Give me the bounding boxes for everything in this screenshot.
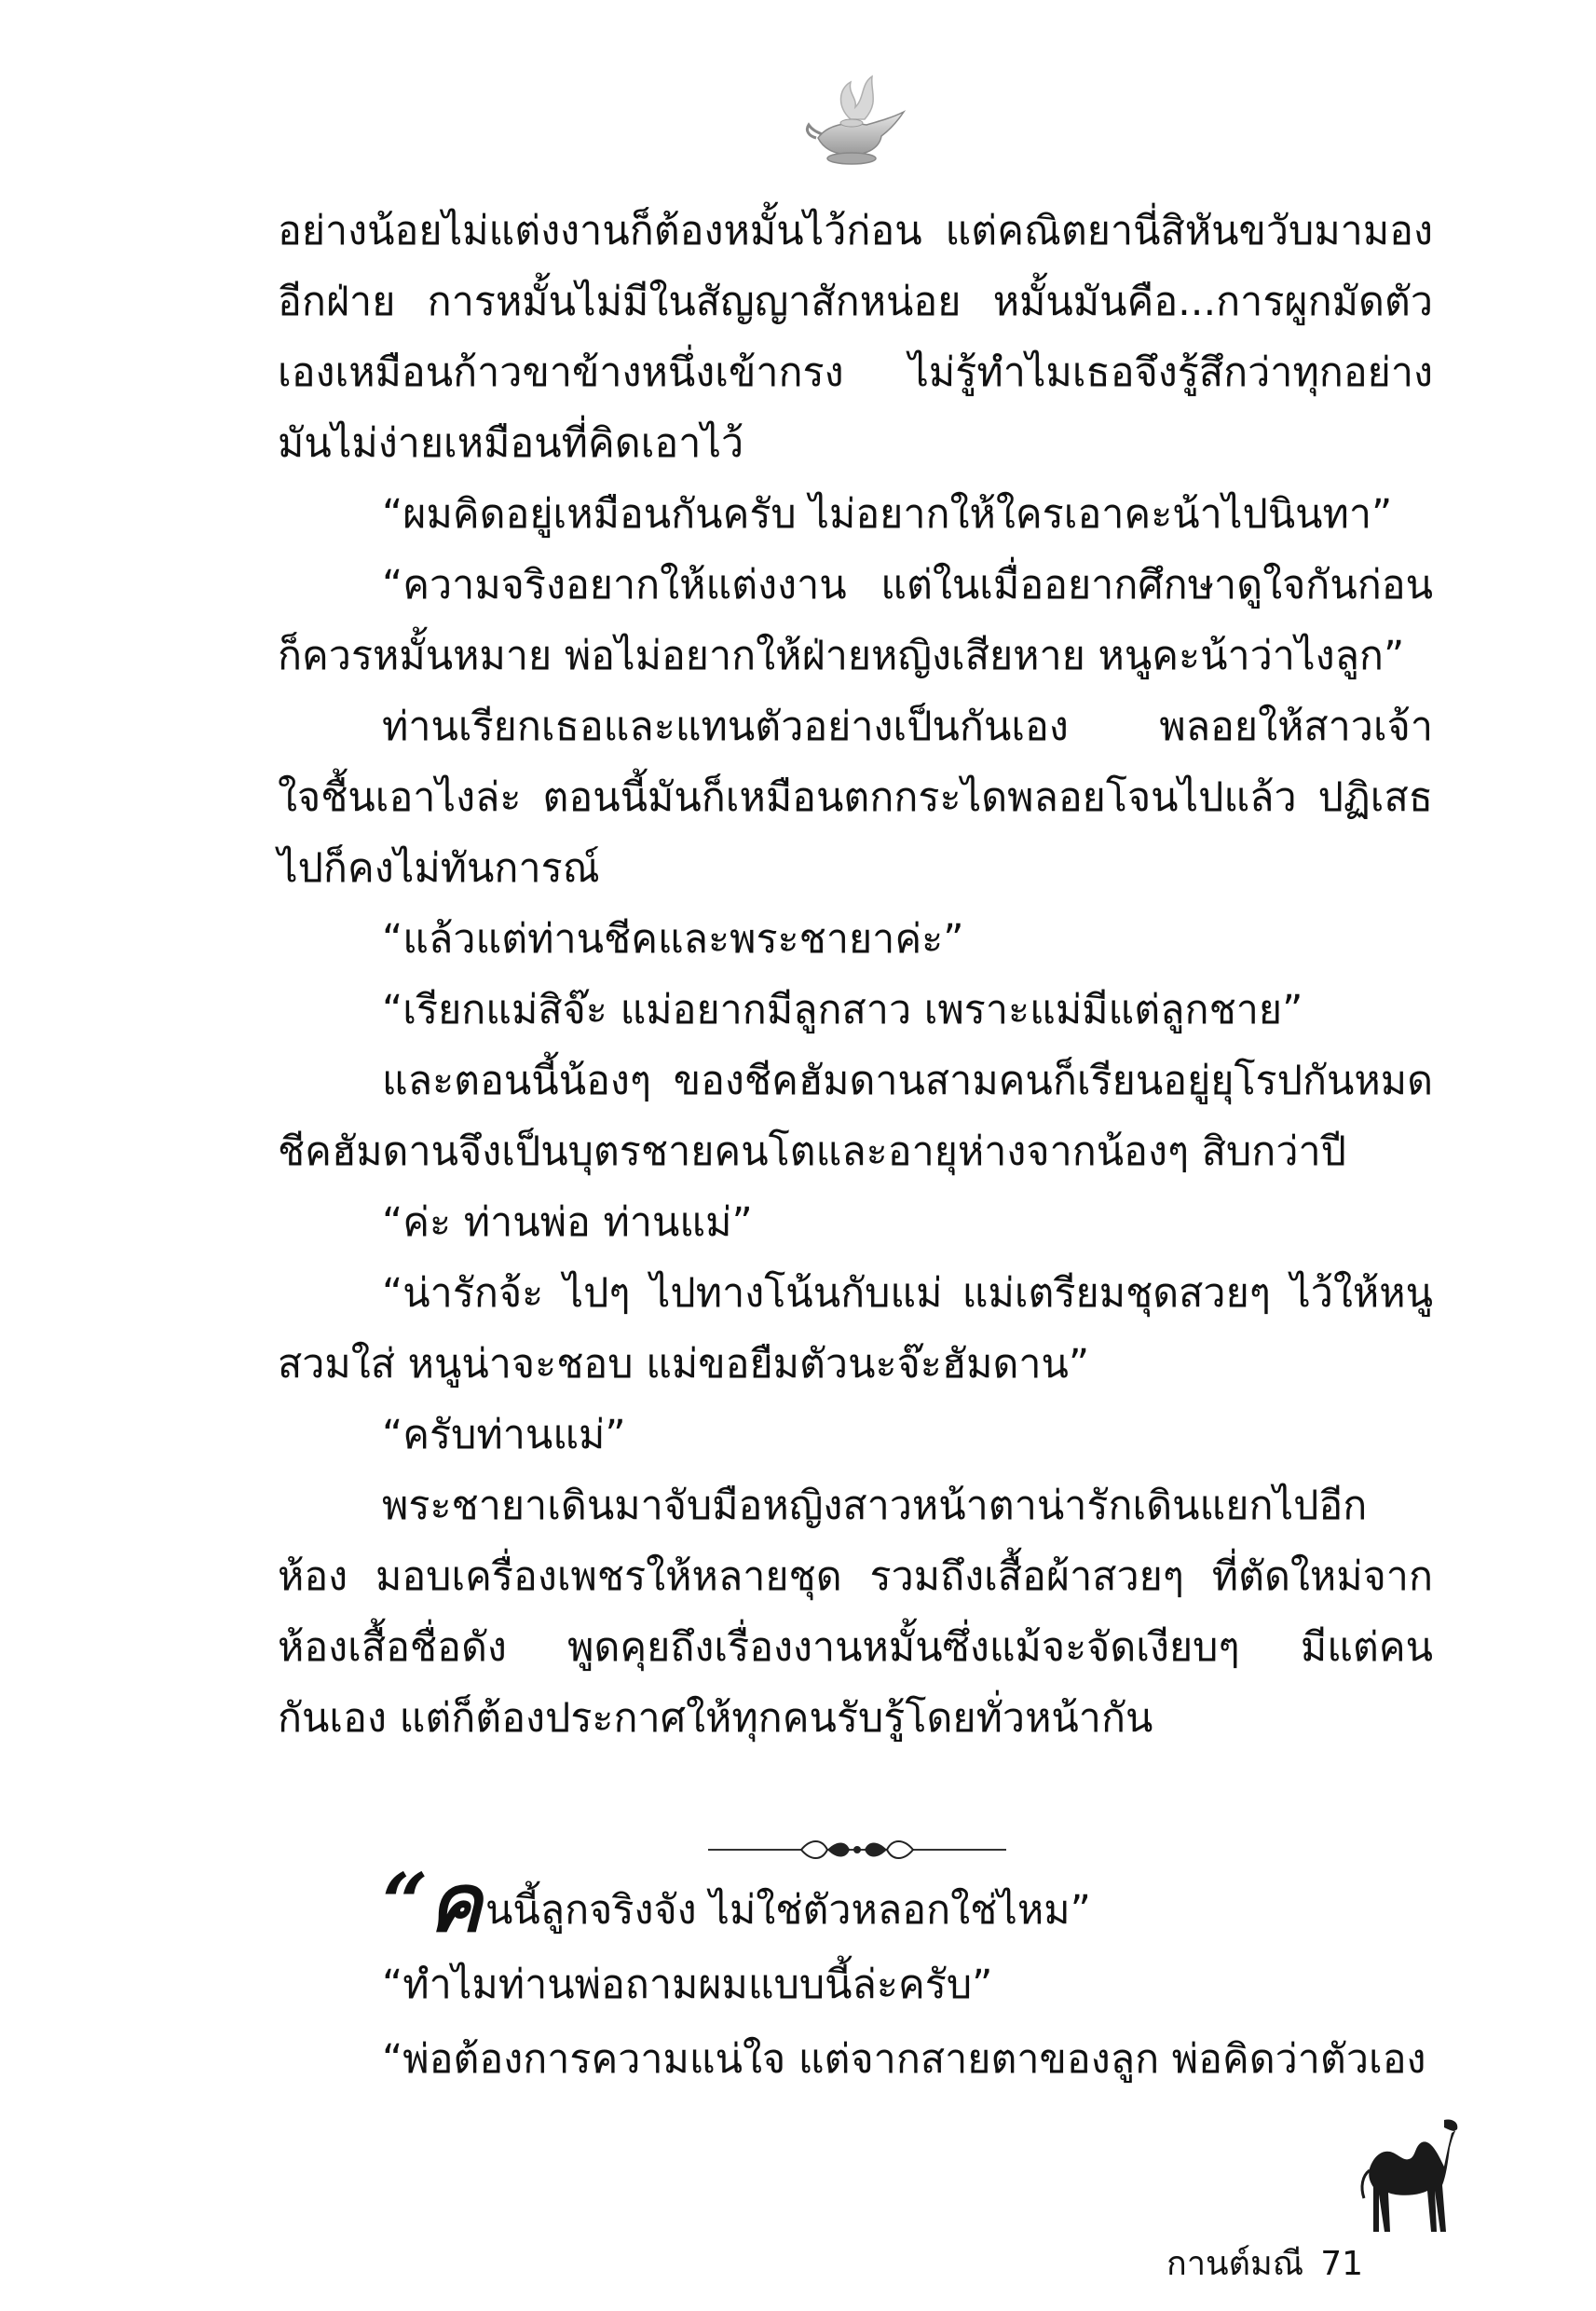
paragraph: “ผมคิดอยู่เหมือนกันครับ ไม่อยากให้ใครเอาคะน้าไปนินทา” bbox=[382, 491, 1393, 538]
paragraph: “พ่อต้องการความแน่ใจ แต่จากสายตาของลูก พ่อคิดว่าตัวเอง bbox=[382, 2036, 1426, 2083]
paragraph: “น่ารักจ้ะ ไปๆ ไปทางโน้นกับแม่ แม่เตรียมชุดสวยๆ ไว้ให้หนูสวมใส่ หนูน่าจะชอบ แม่ขอยืมตัวนะจ๊ะฮัมดาน” bbox=[278, 1270, 1433, 1388]
open-quote: “ bbox=[382, 1856, 429, 1950]
body-text bbox=[278, 196, 1433, 1754]
paragraph: อย่างน้อยไม่แต่งงานก็ต้องหมั้นไว้ก่อน แต่คณิตยานี่สิหันขวับมามองอีกฝ่าย การหมั้นไม่มีในสัญญาสักหน่อย หมั้นมันคือ...การผูกมัดตัวเองเหมือนก้าวขาข้างหนึ่งเข้ากรง ไม่รู้ทำไมเธอจึงรู้สึกว่าทุกอย่างมันไม่ง่ายเหมือนที่คิดเอาไว้ bbox=[278, 208, 1433, 467]
dropcap-letter: ค bbox=[428, 1857, 482, 1950]
paragraph: “แล้วแต่ท่านชีคและพระชายาค่ะ” bbox=[382, 916, 964, 963]
paragraph: “ทำไมท่านพ่อถามผมแบบนี้ล่ะครับ” bbox=[382, 1962, 993, 2008]
dropcap-line-text: นนี้ลูกจริงจัง ไม่ใช่ตัวหลอกใช่ไหม” bbox=[485, 1887, 1091, 1934]
page-footer bbox=[1150, 2236, 1363, 2290]
genie-lamp-icon bbox=[799, 65, 911, 177]
dropcap-line bbox=[278, 1856, 1433, 1950]
paragraph: “เรียกแม่สิจ๊ะ แม่อยากมีลูกสาว เพราะแม่มีแต่ลูกชาย” bbox=[382, 987, 1303, 1033]
paragraph: “ความจริงอยากให้แต่งงาน แต่ในเมื่ออยากศึกษาดูใจกันก่อนก็ควรหมั้นหมาย พ่อไม่อยากให้ฝ่ายหญิงเสียหาย หนูคะน้าว่าไงลูก” bbox=[278, 562, 1433, 679]
paragraph: “ค่ะ ท่านพ่อ ท่านแม่” bbox=[382, 1199, 753, 1246]
paragraph: และตอนนี้น้องๆ ของชีคฮัมดานสามคนก็เรียนอยู่ยุโรปกันหมด ชีคฮัมดานจึงเป็นบุตรชายคนโตและอายุห่างจากน้องๆ สิบกว่าปี bbox=[278, 1058, 1433, 1175]
camel-icon bbox=[1342, 2101, 1472, 2241]
paragraph: พระชายาเดินมาจับมือหญิงสาวหน้าตาน่ารักเดินแยกไปอีกห้อง มอบเครื่องเพชรให้หลายชุด รวมถึงเสื้อผ้าสวยๆ ที่ตัดใหม่จากห้องเสื้อชื่อดัง พูดคุยถึงเรื่องงานหมั้นซึ่งแม้จะจัดเงียบๆ มีแต่คนกันเอง แต่ก็ต้องประกาศให้ทุกคนรับรู้โดยทั่วหน้ากัน bbox=[278, 1483, 1433, 1742]
new-section bbox=[278, 1856, 1433, 2097]
paragraph: ท่านเรียกเธอและแทนตัวอย่างเป็นกันเอง พลอยให้สาวเจ้าใจชื้นเอาไงล่ะ ตอนนี้มันก็เหมือนตกกระไดพลอยโจนไปแล้ว ปฏิเสธไปก็คงไม่ทันการณ์ bbox=[278, 704, 1433, 892]
section-divider-ornament bbox=[708, 1831, 1006, 1868]
page-number: 71 bbox=[1320, 2245, 1363, 2283]
book-title: กานต์มณี bbox=[1166, 2245, 1304, 2283]
paragraph: “ครับท่านแม่” bbox=[382, 1412, 626, 1458]
